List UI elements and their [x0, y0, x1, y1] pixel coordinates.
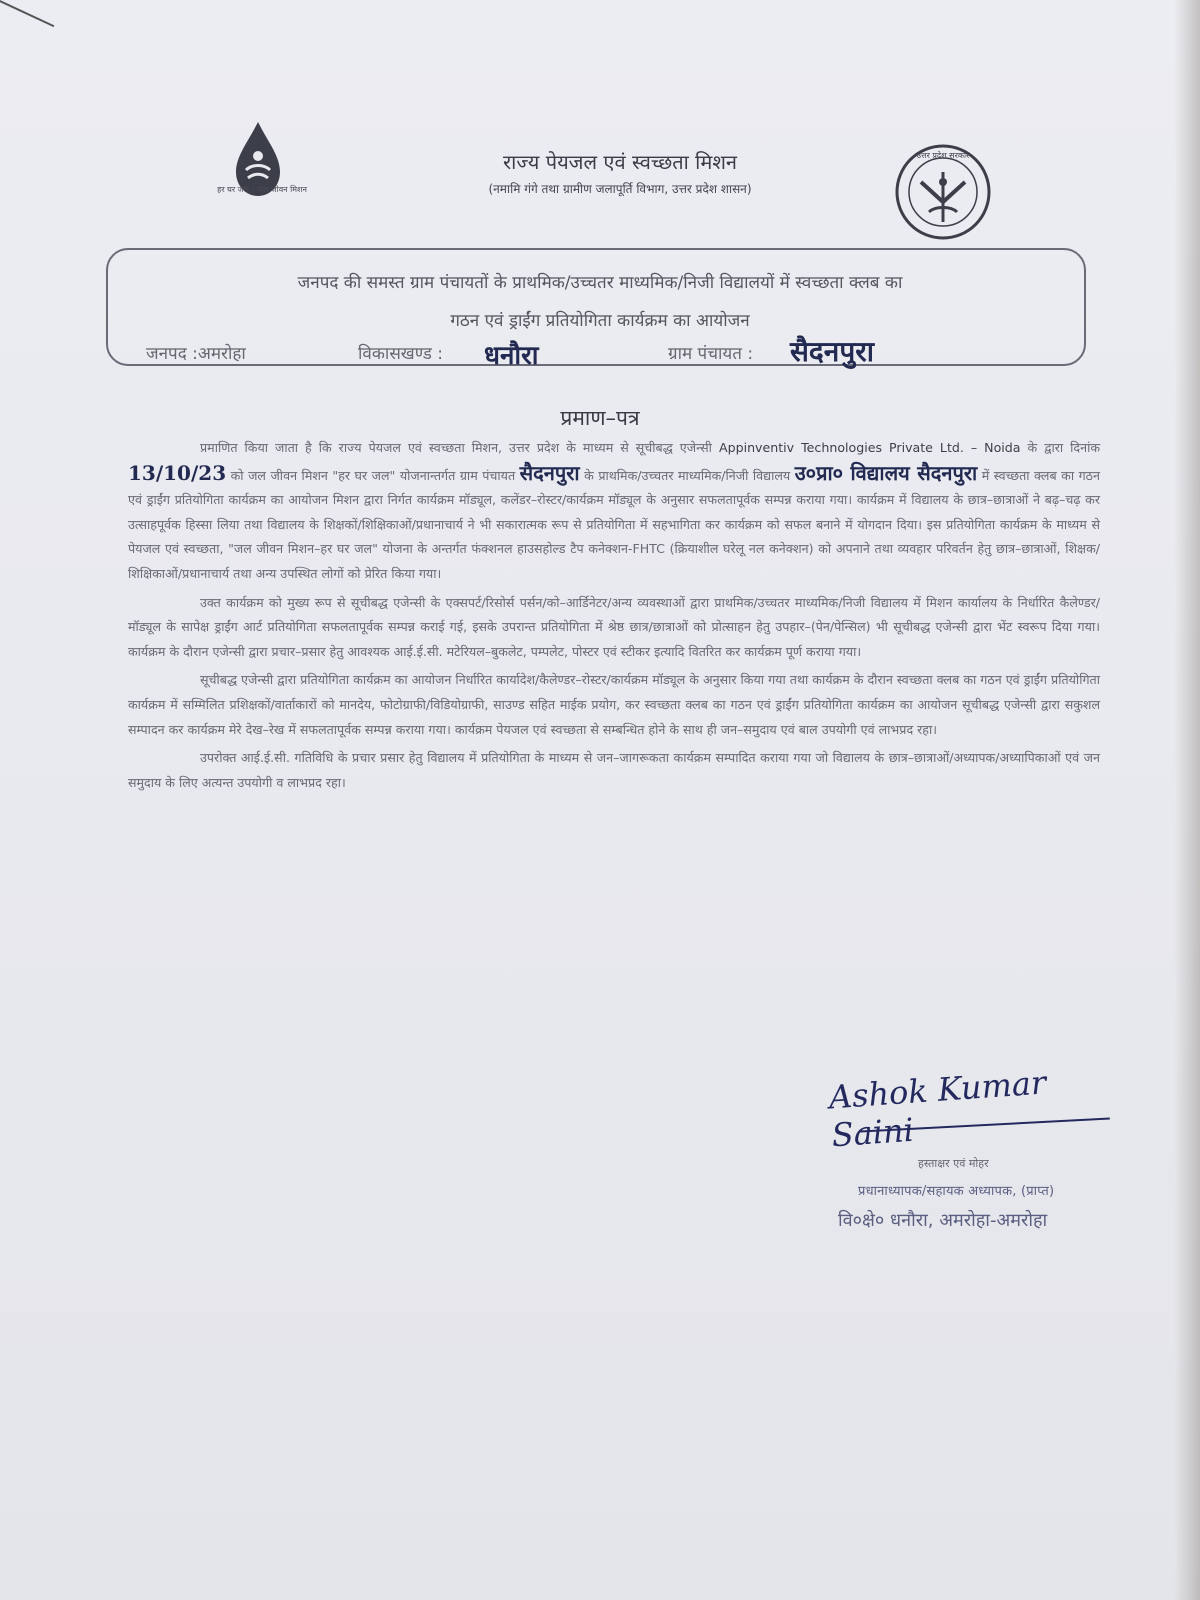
up-government-seal-icon — [885, 142, 1001, 242]
village-value-handwritten: सैदनपुरा — [790, 335, 874, 368]
stamp-line-1: प्रधानाध्यापक/सहायक अध्यापक, (प्राप्त) — [858, 1184, 1055, 1199]
mission-subtitle: (नमामि गंगे तथा ग्रामीण जलापूर्ति विभाग, उत्तर प्रदेश शासन) — [488, 182, 752, 196]
village-value-body-handwritten: सैदनपुरा — [519, 460, 580, 485]
paragraph-1 — [128, 436, 1100, 587]
paragraph-4: उपरोक्त आई.ई.सी. गतिविधि के प्रचार प्रसार हेतु विद्यालय में प्रतियोगिता के माध्यम से जन–जागरूकता कार्यक्रम सम्पादित कराया गया जो विद्यालय के छात्र–छात्राओं/अध्यापक/अध्यापिकाओं एवं जन समुदाय के लिए अत्यन्त उपयोगी व लाभप्रद रहा। — [128, 750, 1100, 790]
school-value-handwritten: उ०प्रा० विद्यालय सैदनपुरा — [794, 460, 978, 485]
mission-title: राज्य पेयजल एवं स्वच्छता मिशन — [502, 150, 738, 174]
paragraph-3: सूचीबद्ध एजेन्सी द्वारा प्रतियोगिता कार्यक्रम का आयोजन निर्धारित कार्यादेश/कैलेण्डर–रोस्टर/कार्यक्रम मॉड्यूल के अनुसार किया गया तथा कार्यक्रम के दौरान स्वच्छता क्लब का गठन एवं ड्राईंग प्रतियोगिता कार्यक्रम में सम्मिलित प्रशिक्षकों/वार्ताकारों को मानदेय, फोटोग्राफी/विडियोग्राफी, साउण्ड सहित माईक प्रयोग, कर स्वच्छता क्लब का गठन एवं ड्राईंग प्रतियोगिता कार्यक्रम का आयोजन सूचीबद्ध एजेन्सी द्वारा सकुशल सम्पादन कर कार्यक्रम मेरे देख–रेख में सफलतापूर्वक सम्पन्न कराया गया। कार्यक्रम पेयजल एवं स्वच्छता से सम्बन्धित होने के साथ ही जन–समुदाय एवं बाल उपयोगी एवं लाभप्रद रहा। — [128, 672, 1100, 737]
paragraph-2: उक्त कार्यक्रम को मुख्य रूप से सूचीबद्ध एजेन्सी के एक्सपर्ट/रिसोर्स पर्सन/को–आर्डिनेटर/अन्य व्यवस्थाओं द्वारा प्राथमिक/उच्चतर माध्यमिक/निजी विद्यालय में मिशन कार्यालय के निर्धारित कैलेण्डर/मॉड्यूल के सापेक्ष ड्राईंग आर्ट प्रतियोगिता सफलतापूर्वक सम्पन्न कराई गई, इसके उपरान्त प्रतियोगिता में श्रेष्ठ छात्र/छात्राओं को प्रोत्साहन हेतु उपहार–(पेन/पेन्सिल) भी सूचीबद्ध एजेन्सी द्वारा भेंट स्वरूप दिया गया। कार्यक्रम के दौरान एजेन्सी द्वारा प्रचार–प्रसार हेतु आवश्यक आई.ई.सी. मटेरियल–बुकलेट, पम्पलेट, पोस्टर एवं स्टीकर इत्यादि वितरित कर कार्यक्रम पूर्ण कराया गया। — [128, 594, 1100, 659]
paper-fold-mark — [0, 0, 54, 27]
block-label: विकासखण्ड : — [358, 344, 444, 364]
p1-details: में स्वच्छता क्लब का गठन एवं ड्राईंग प्रतियोगिता कार्यक्रम का आयोजन मिशन द्वारा निर्गत कार्यक्रम मॉड्यूल, कलेंडर–रोस्टर/कार्यक्रम मॉड्यूल के अनुसार सफलतापूर्वक सम्पन्न कराया गया। कार्यक्रम में विद्यालय के छात्र–छात्राओं ने बढ़–चढ़ कर उत्साहपूर्वक हिस्सा लिया तथा विद्यालय के शिक्षकों/शिक्षिकाओं/प्रधानाचार्य ने भी सकारात्मक रूप से प्रतियोगिता में सहभागिता कर कार्यक्रम को सफल बनाने में योगदान दिया। इस प्रतियोगिता कार्यक्रम के माध्यम से पेयजल एवं स्वच्छता, "जल जीवन मिशन–हर घर जल" योजना के अन्तर्गत फंक्शनल हाउसहोल्ड टैप कनेक्शन-FHTC (क्रियाशील घरेलू नल कनेक्शन) को अपनाने तथा व्यवहार परिवर्तन हेतु छात्र–छात्राओं, शिक्षक/शिक्षिकाओं/प्रधानाचार्य तथा अन्य उपस्थित लोगों को प्रेरित किया गया। — [128, 467, 1100, 581]
certificate-title: प्रमाण–पत्र — [560, 406, 640, 430]
stamp-line-2: वि०क्षे० धनौरा, अमरोहा-अमरोहा — [838, 1210, 1048, 1231]
signature-block — [827, 1063, 1130, 1258]
date-value-handwritten: 13/10/23 — [128, 460, 227, 485]
banner-line-1: जनपद की समस्त ग्राम पंचायतों के प्राथमिक/उच्चतर माध्यमिक/निजी विद्यालयों में स्वच्छता क्लब का — [297, 273, 903, 293]
district-label: जनपद :अमरोहा — [146, 344, 246, 364]
signature-caption: हस्ताक्षर एवं मोहर — [918, 1157, 989, 1170]
logo-caption: हर घर जल / जल जीवन मिशन — [217, 185, 307, 194]
page-edge-shadow — [1174, 0, 1200, 1600]
seal-text: उत्तर प्रदेश सरकार — [916, 151, 970, 160]
p1-date-label: के द्वारा दिनांक — [1027, 440, 1101, 455]
agency-name: Appinventiv Technologies Private Ltd. – Noida — [718, 440, 1021, 455]
program-banner-box — [106, 248, 1086, 366]
certificate-body — [128, 436, 1100, 799]
p1-school-type: के प्राथमिक/उच्चतर माध्यमिक/निजी विद्यालय — [584, 467, 791, 483]
jal-jeevan-mission-logo-icon — [218, 118, 308, 218]
p1-intro: प्रमाणित किया जाता है कि राज्य पेयजल एवं स्वच्छता मिशन, उत्तर प्रदेश के माध्यम से सूचीबद्ध एजेन्सी — [200, 440, 712, 455]
p1-yojana: को जल जीवन मिशन "हर घर जल" योजनान्तर्गत ग्राम पंचायत — [230, 467, 516, 483]
village-label: ग्राम पंचायत : — [668, 344, 754, 364]
handwritten-signature: Ashok Kumar Saini — [827, 1063, 1048, 1155]
banner-line-2: गठन एवं ड्राईंग प्रतियोगिता कार्यक्रम का आयोजन — [450, 311, 750, 331]
block-value-handwritten: धनौरा — [484, 341, 539, 371]
